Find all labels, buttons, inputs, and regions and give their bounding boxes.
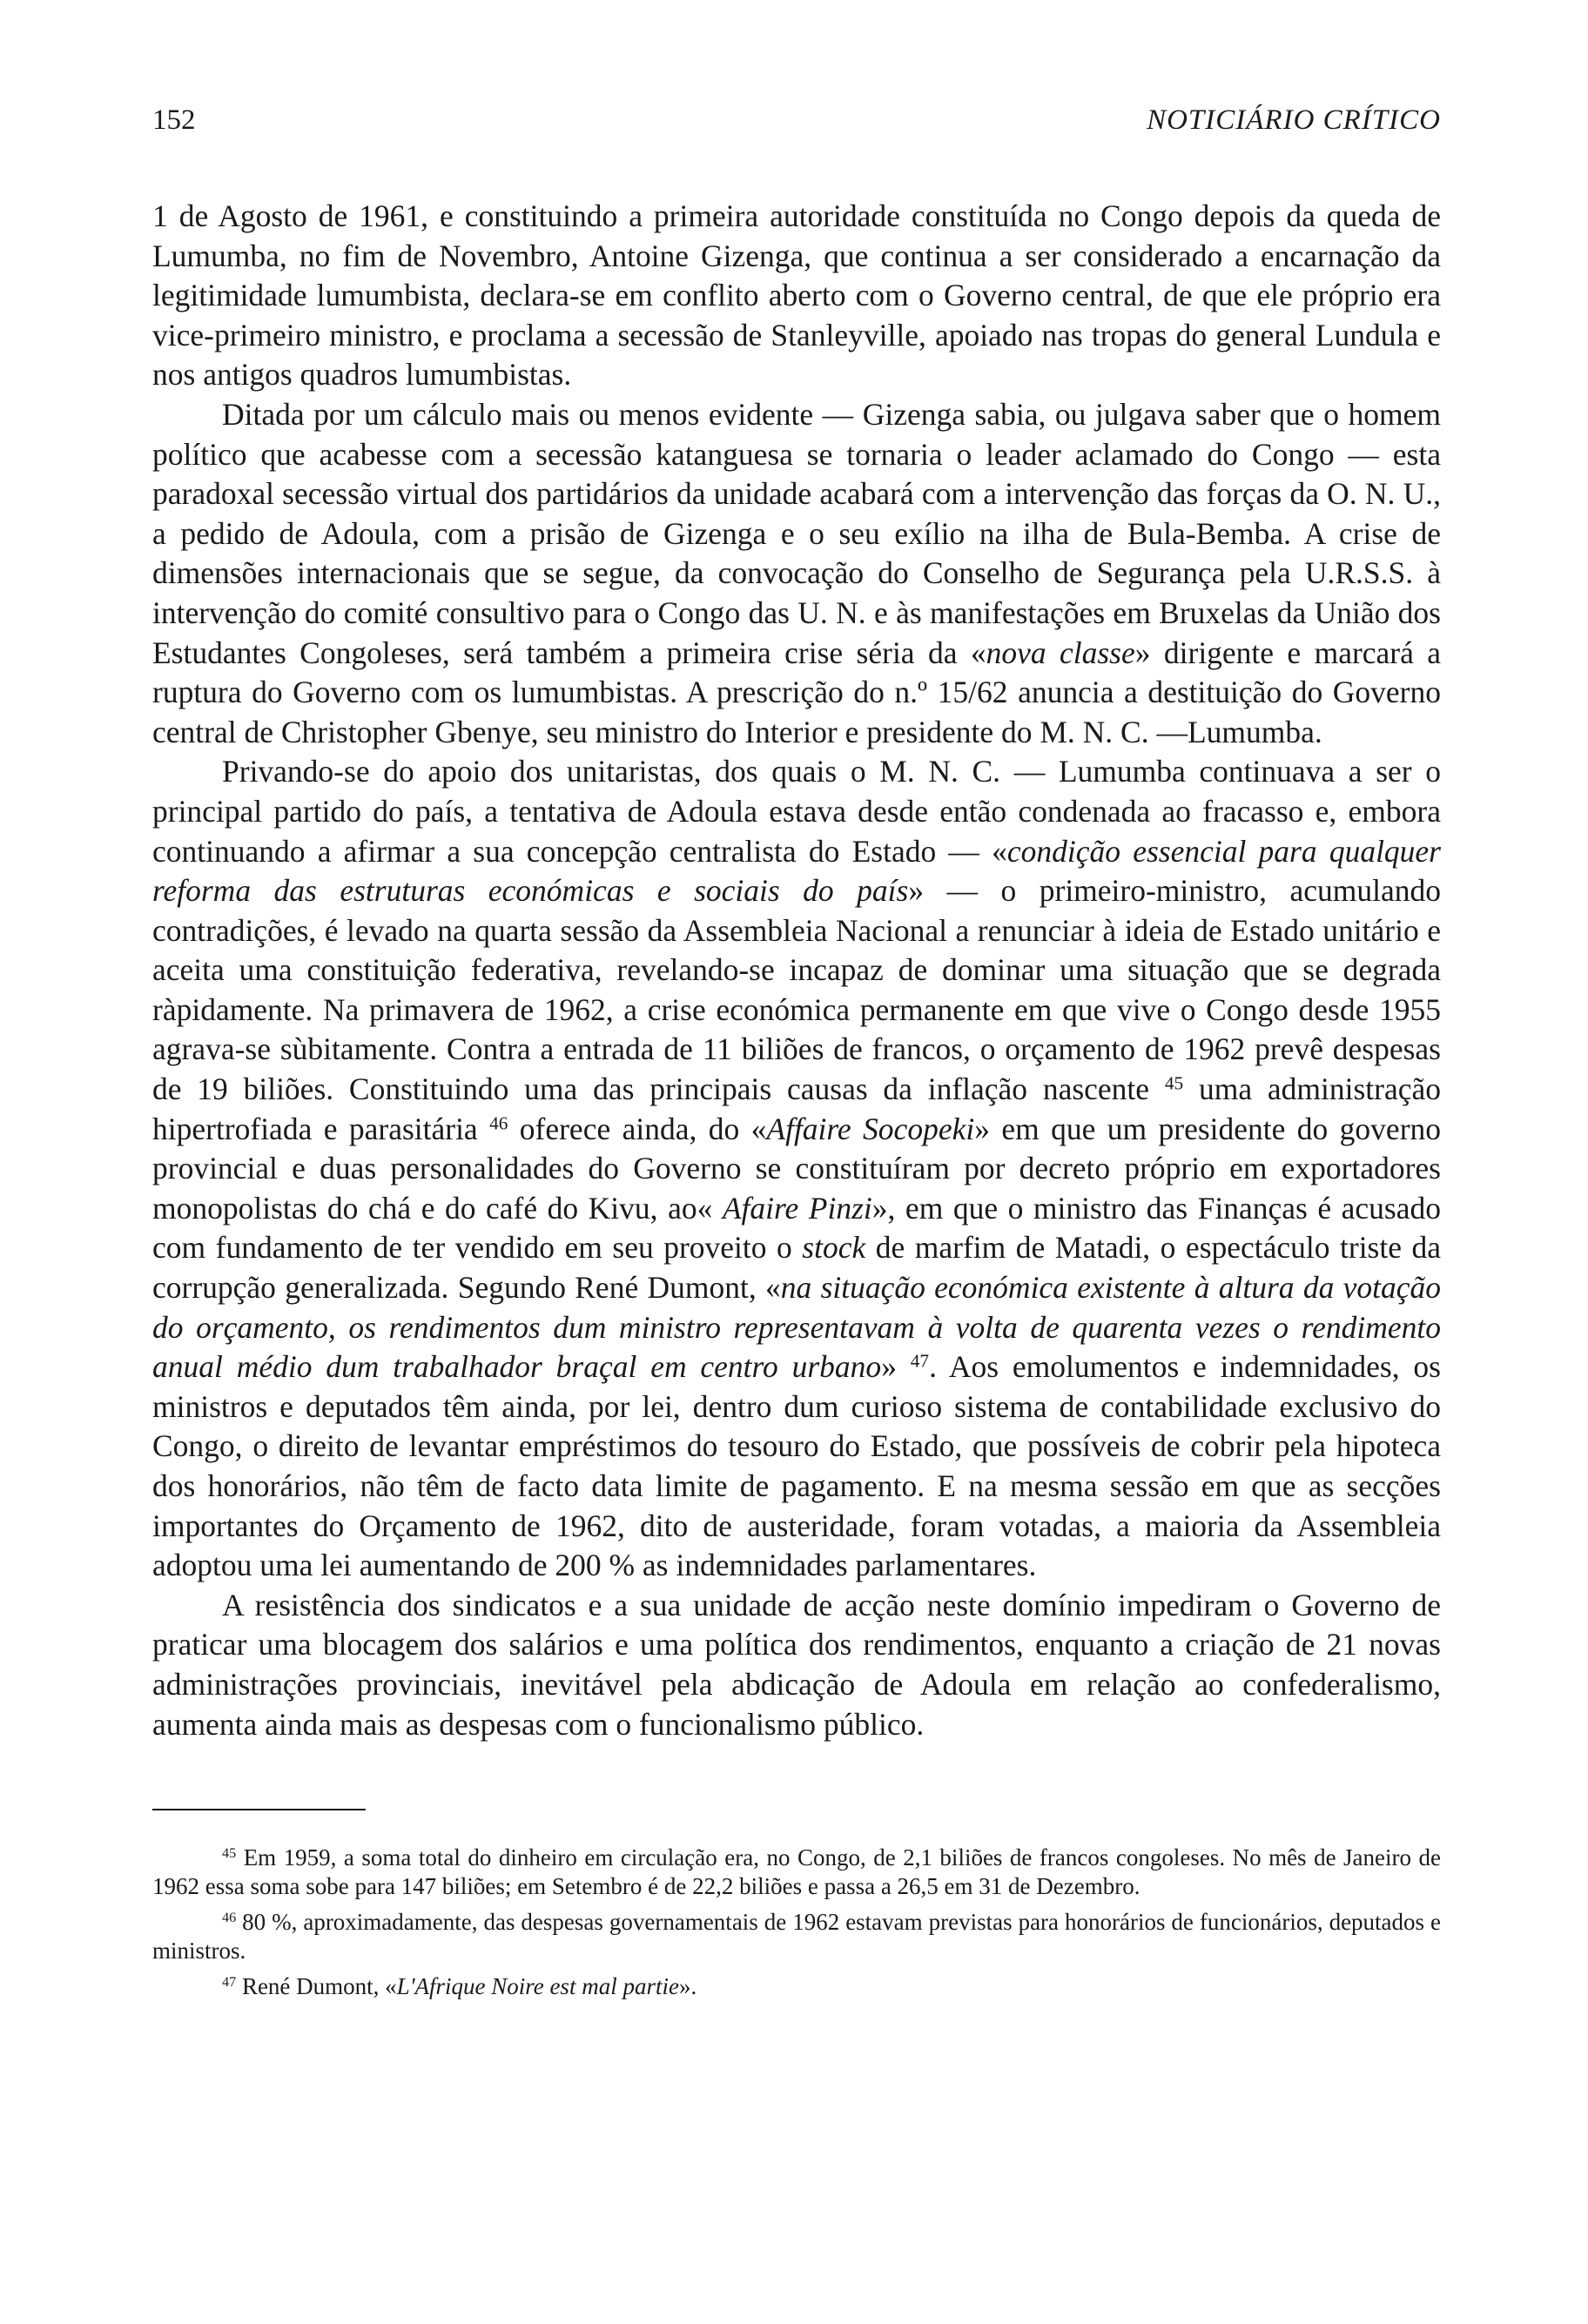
footnote-divider (152, 1809, 366, 1810)
paragraph-3-text-k: de marfim de Matadi, o espectáculo triste da corrupção generalizada. Segundo René Dumont, « (152, 1230, 1442, 1306)
paragraph-3-italic-dumont-quote: na situação económica existente à altura da votação do orçamento, os rendimentos dum ministro representavam à volta de quarenta vezes o rendimento anual médio dum trabalhador braçal em centro urbano (152, 1270, 1441, 1385)
paragraph-2-text-c: » dirigente e marcará a ruptura do Governo com os lumumbistas. A prescrição do n.º 15/62 anuncia a destituição do Governo central de Christopher Gbenye, seu ministro do Interior e presidente do M. N. C. —Lumumba. (152, 635, 1441, 749)
footnote-number-47: 47 (222, 1974, 237, 1991)
footnote-ref-45: 45 (1164, 1072, 1184, 1094)
page-number: 152 (152, 104, 196, 136)
footnotes (152, 1844, 1441, 2001)
paragraph-3-text-d: uma administração hipertrofiada e parasitária (152, 1071, 1441, 1146)
paragraph-3-text-c: » — o primeiro-ministro, acumulando contradições, é levado na quarta sessão da Assembleia Nacional a renunciar à ideia de Estado unitário e aceita uma constituição federativa, revelando-se incapaz de dominar uma situação que se degrada ràpidamente. Na primavera de 1962, a crise económica permanente em que vive o Congo desde 1955 agrava-se sùbitamente. Contra a entrada de 11 biliões de francos, o orçamento de 1962 prevê despesas de 19 biliões. Constituindo uma das principais causas da inflação nascente (152, 873, 1441, 1107)
running-title: NOTICIÁRIO CRÍTICO (1147, 104, 1441, 136)
paragraph-3-text-m: » (881, 1349, 911, 1385)
paragraph-3-text-a: Privando-se do apoio dos unitaristas, dos quais o M. N. C. — Lumumba continuava a ser o principal partido do país, a tentativa de Adoula estava desde então condenada ao fracasso e, embora continuando a afirmar a sua concepção centralista do Estado — « (152, 754, 1441, 869)
paragraph-2-text-a: Ditada por um cálculo mais ou menos evidente — Gizenga sabia, ou julgava saber que o homem político que acabesse com a secessão katanguesa se tornaria o leader aclamado do Congo — esta paradoxal secessão virtual dos partidários da unidade acabará com a intervenção das forças da O. N. U., a pedido de Adoula, com a prisão de Gizenga e o seu exílio na ilha de Bula-Bemba. A crise de dimensões internacionais que se segue, da convocação do Conselho de Segurança pela U.R.S.S. à intervenção do comité consultivo para o Congo das U. N. e às manifestações em Bruxelas da União dos Estudantes Congoleses, será também a primeira crise séria da « (152, 396, 1441, 670)
paragraph-2 (152, 395, 1441, 752)
paragraph-1: 1 de Agosto de 1961, e constituindo a primeira autoridade constituída no Congo depois da queda de Lumumba, no fim de Novembro, Antoine Gizenga, que continua a ser considerado a encarnação da legitimidade lumumbista, declara-se em conflito aberto com o Governo central, de que ele próprio era vice-primeiro ministro, e proclama a secessão de Stanleyville, apoiado nas tropas do general Lundula e nos antigos quadros lumumbistas. (152, 198, 1441, 393)
paragraph-4: A resistência dos sindicatos e a sua unidade de acção neste domínio impediram o Governo de praticar uma blocagem dos salários e uma política dos rendimentos, enquanto a criação de 21 novas administrações provinciais, inevitável pela abdicação de Adoula em relação ao confederalismo, aumenta ainda mais as despesas com o funcionalismo público. (152, 1587, 1441, 1742)
paragraph-3-italic-stock: stock (802, 1230, 866, 1266)
paragraph-3-italic-afaire-pinzi: Afaire Pinzi (722, 1190, 872, 1226)
footnote-47-book-title: L'Afrique Noire est mal partie (396, 1973, 679, 2000)
footnote-ref-46: 46 (489, 1112, 508, 1133)
page-header (152, 104, 1441, 157)
footnote-47 (152, 1972, 1441, 2001)
paragraph-3-text-i: », em que o ministro das Finanças é acusado com fundamento de ter vendido em seu proveito o (152, 1190, 1441, 1266)
footnote-number-46: 46 (222, 1910, 237, 1926)
paragraph-3-text-n: . Aos emolumentos e indemnidades, os ministros e deputados têm ainda, por lei, dentro dum curioso sistema de contabilidade exclusivo do Congo, o direito de levantar empréstimos do tesouro do Estado, que possíveis de cobrir pela hipoteca dos honorários, não têm de facto data limite de pagamento. E na mesma sessão em que as secções importantes do Orçamento de 1962, dito de austeridade, foram votadas, a maioria da Assembleia adoptou uma lei aumentando de 200 % as indemnidades parlamentares. (152, 1349, 1441, 1583)
footnote-47-text-before: René Dumont, « (241, 1973, 397, 2000)
paragraph-3-italic-quote-1: condição essencial para qualquer reforma das estruturas económicas e sociais do país (152, 833, 1441, 909)
footnote-47-text-after: ». (678, 1973, 697, 2000)
paragraph-2-italic-nova-classe: nova classe (986, 635, 1135, 670)
footnote-number-45: 45 (222, 1845, 237, 1862)
paragraph-3-text-e: oferece ainda, do « (508, 1111, 767, 1146)
footnote-45-text: Em 1959, a soma total do dinheiro em circulação era, no Congo, de 2,1 biliões de francos congoleses. No mês de Janeiro de 1962 essa soma sobe para 147 biliões; em Setembro é de 22,2 biliões e passa a 26,5 em 31 de Dezembro. (152, 1844, 1441, 1900)
footnote-46 (152, 1908, 1441, 1965)
footnote-ref-47: 47 (910, 1350, 930, 1372)
paragraph-3-text-g: » em que um presidente do governo provincial e duas personalidades do Governo se constituíram por decreto próprio em exportadores monopolistas do chá e do café do Kivu, ao« (152, 1111, 1442, 1226)
paragraph-3 (152, 752, 1441, 1585)
footnote-45 (152, 1844, 1441, 1901)
body-text (152, 197, 1441, 1744)
document-page (152, 104, 1441, 2008)
paragraph-3-italic-affaire-socopeki: Affaire Socopeki (766, 1111, 975, 1146)
footnote-46-text: 80 %, aproximadamente, das despesas governamentais de 1962 estavam previstas para honorários de funcionários, deputados e ministros. (152, 1909, 1441, 1965)
